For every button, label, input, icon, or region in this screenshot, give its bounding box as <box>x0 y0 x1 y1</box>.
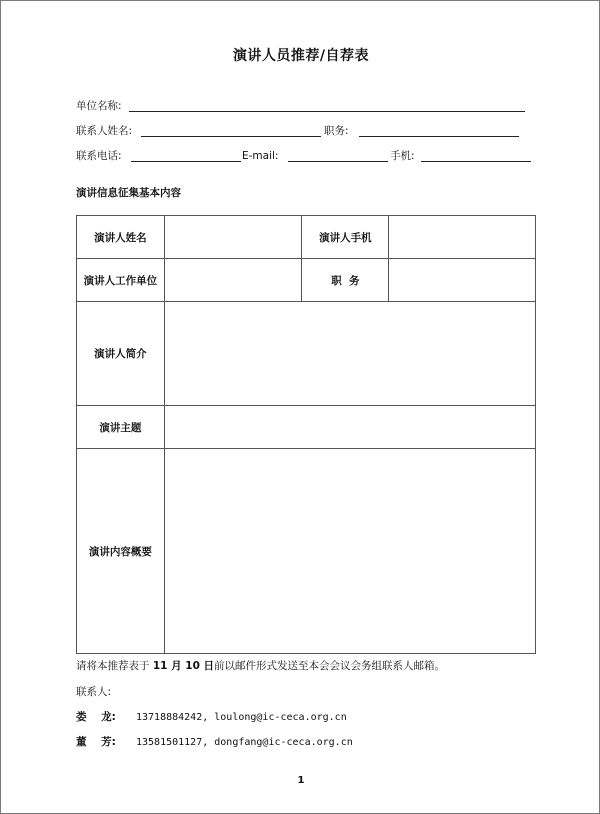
topic-cell[interactable] <box>164 406 535 449</box>
speaker-intro-label: 演讲人简介 <box>77 302 165 406</box>
contact-item <box>76 734 353 749</box>
contact-name: 娄 龙: <box>76 711 116 723</box>
position-blank[interactable] <box>359 136 519 137</box>
speaker-info-table <box>76 215 536 654</box>
contact-name-label: 联系人姓名: <box>76 125 133 137</box>
table-row <box>77 406 536 449</box>
contact-info: 13581501127, dongfang@ic-ceca.org.cn <box>136 737 353 748</box>
speaker-mobile-cell[interactable] <box>389 216 536 259</box>
unit-name-label: 单位名称: <box>76 100 122 112</box>
topic-label: 演讲主题 <box>77 406 165 449</box>
section-title: 演讲信息征集基本内容 <box>76 187 181 199</box>
note-before: 请将本推荐表于 <box>76 660 153 672</box>
contacts-label: 联系人: <box>76 686 112 698</box>
contact-item <box>76 709 347 724</box>
phone-label: 联系电话: <box>76 150 122 162</box>
speaker-mobile-label: 演讲人手机 <box>302 216 389 259</box>
table-row <box>77 259 536 302</box>
contact-name-blank[interactable] <box>141 136 321 137</box>
phone-blank[interactable] <box>131 161 241 162</box>
position-label: 职务: <box>324 125 349 137</box>
contact-name: 董 芳: <box>76 736 116 748</box>
speaker-position-label: 职 务 <box>302 259 389 302</box>
email-label: E-mail: <box>242 150 279 162</box>
unit-name-blank[interactable] <box>129 111 525 112</box>
contact-info: 13718884242, loulong@ic-ceca.org.cn <box>136 712 347 723</box>
table-row <box>77 216 536 259</box>
note-after: 前以邮件形式发送至本会会议会务组联系人邮箱。 <box>214 660 446 672</box>
speaker-name-label: 演讲人姓名 <box>77 216 165 259</box>
summary-label: 演讲内容概要 <box>77 449 165 654</box>
note-date: 11 月 10 日 <box>152 660 215 672</box>
speaker-position-cell[interactable] <box>389 259 536 302</box>
page-number: 1 <box>297 775 305 786</box>
form-title: 演讲人员推荐/自荐表 <box>232 48 370 64</box>
submission-note <box>76 658 445 673</box>
mobile-blank[interactable] <box>421 161 531 162</box>
speaker-name-cell[interactable] <box>164 216 302 259</box>
table-row <box>77 302 536 406</box>
email-blank[interactable] <box>288 161 388 162</box>
summary-cell[interactable] <box>164 449 535 654</box>
speaker-unit-label: 演讲人工作单位 <box>77 259 165 302</box>
speaker-unit-cell[interactable] <box>164 259 302 302</box>
table-row <box>77 449 536 654</box>
speaker-intro-cell[interactable] <box>164 302 535 406</box>
mobile-label: 手机: <box>390 150 415 162</box>
